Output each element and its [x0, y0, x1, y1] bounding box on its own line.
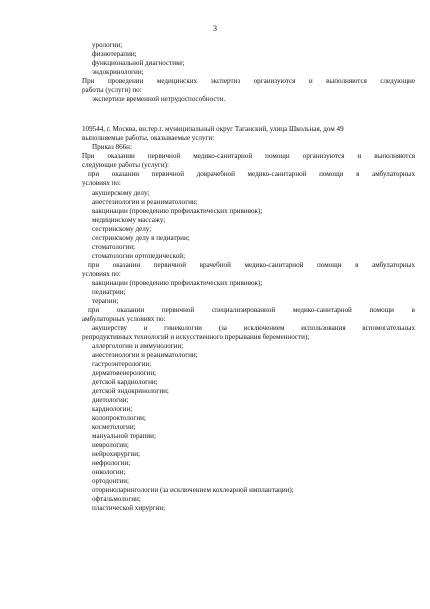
text-line: вакцинации (проведению профилактических прививок);: [92, 279, 263, 287]
text-line: при оказании первичной врачебной медико-санитарной помощи в амбулаторных: [88, 261, 415, 269]
text-line: диетологии;: [92, 396, 129, 404]
text-line: условиях по:: [82, 270, 121, 278]
text-line: косметологии;: [92, 423, 136, 431]
text-line: экспертизе временной нетрудоспособности.: [92, 95, 226, 103]
text-line: Приказ 866н:: [92, 143, 132, 151]
text-line: стоматологии ортопедической;: [92, 252, 186, 260]
page-number: 3: [213, 24, 217, 33]
text-line: сестринскому делу в педиатрии;: [92, 234, 190, 242]
text-line: При оказании первичной медико-санитарной помощи организуются и выполняются: [82, 152, 415, 160]
text-line: стоматологии;: [92, 243, 135, 251]
text-line: работы (услуги) по:: [82, 86, 142, 94]
text-line: офтальмологии;: [92, 495, 141, 503]
text-line: акушерскому делу;: [92, 189, 150, 197]
text-line: урологии;: [92, 41, 123, 49]
text-line: 109544, г. Москва, вн.тер.г. муниципальный округ Таганский, улица Школьная, дом 49: [82, 125, 344, 133]
text-line: функциональной диагностике;: [92, 59, 185, 67]
text-line: При проведении медицинских экспертиз организуются и выполняются следующие: [82, 77, 415, 85]
text-line: физиотерапии;: [92, 50, 137, 58]
text-line: при оказании первичной доврачебной медико-санитарной помощи в амбулаторных: [88, 170, 415, 178]
text-line: колопроктологии;: [92, 414, 146, 422]
text-line: терапии;: [92, 297, 119, 305]
text-line: пластической хирургии;: [92, 504, 166, 512]
text-line: неврологии;: [92, 441, 129, 449]
text-line: онкологии;: [92, 468, 126, 476]
text-line: кардиологии;: [92, 405, 133, 413]
text-line: амбулаторных условиях по:: [82, 315, 166, 323]
text-line: акушерству и гинекологии (за исключением использования вспомогательных: [92, 324, 415, 332]
text-line: нейрохирургии;: [92, 450, 141, 458]
text-line: репродуктивных технологий и искусственного прерывания беременности);: [82, 333, 310, 341]
text-line: мануальной терапии;: [92, 432, 156, 440]
text-line: условиях по:: [82, 179, 121, 187]
text-line: выполняемые работы, оказываемые услуги:: [82, 134, 215, 142]
text-line: анестезиологии и реаниматологии;: [92, 198, 198, 206]
text-line: детской эндокринологии;: [92, 387, 169, 395]
text-line: оториноларингологии (за исключением кохлеарной имплантации);: [92, 486, 294, 494]
text-line: вакцинации (проведению профилактических прививок);: [92, 207, 263, 215]
text-line: детской кардиологии;: [92, 378, 158, 386]
text-line: анестезиологии и реаниматологии;: [92, 351, 198, 359]
text-line: педиатрии;: [92, 288, 126, 296]
text-line: эндокринологии;: [92, 68, 144, 76]
text-line: аллергологии и иммунологии;: [92, 342, 184, 350]
text-line: ортодонтии;: [92, 477, 129, 485]
text-line: следующие работы (услуги):: [82, 161, 169, 169]
text-line: нефрологии;: [92, 459, 131, 467]
text-line: сестринскому делу;: [92, 225, 152, 233]
text-line: медицинскому массажу;: [92, 216, 166, 224]
text-line: дерматовенерологии;: [92, 369, 157, 377]
text-line: при оказании первичной специализированной медико-санитарной помощи в: [88, 306, 415, 314]
text-line: гастроэнтерологии;: [92, 360, 152, 368]
